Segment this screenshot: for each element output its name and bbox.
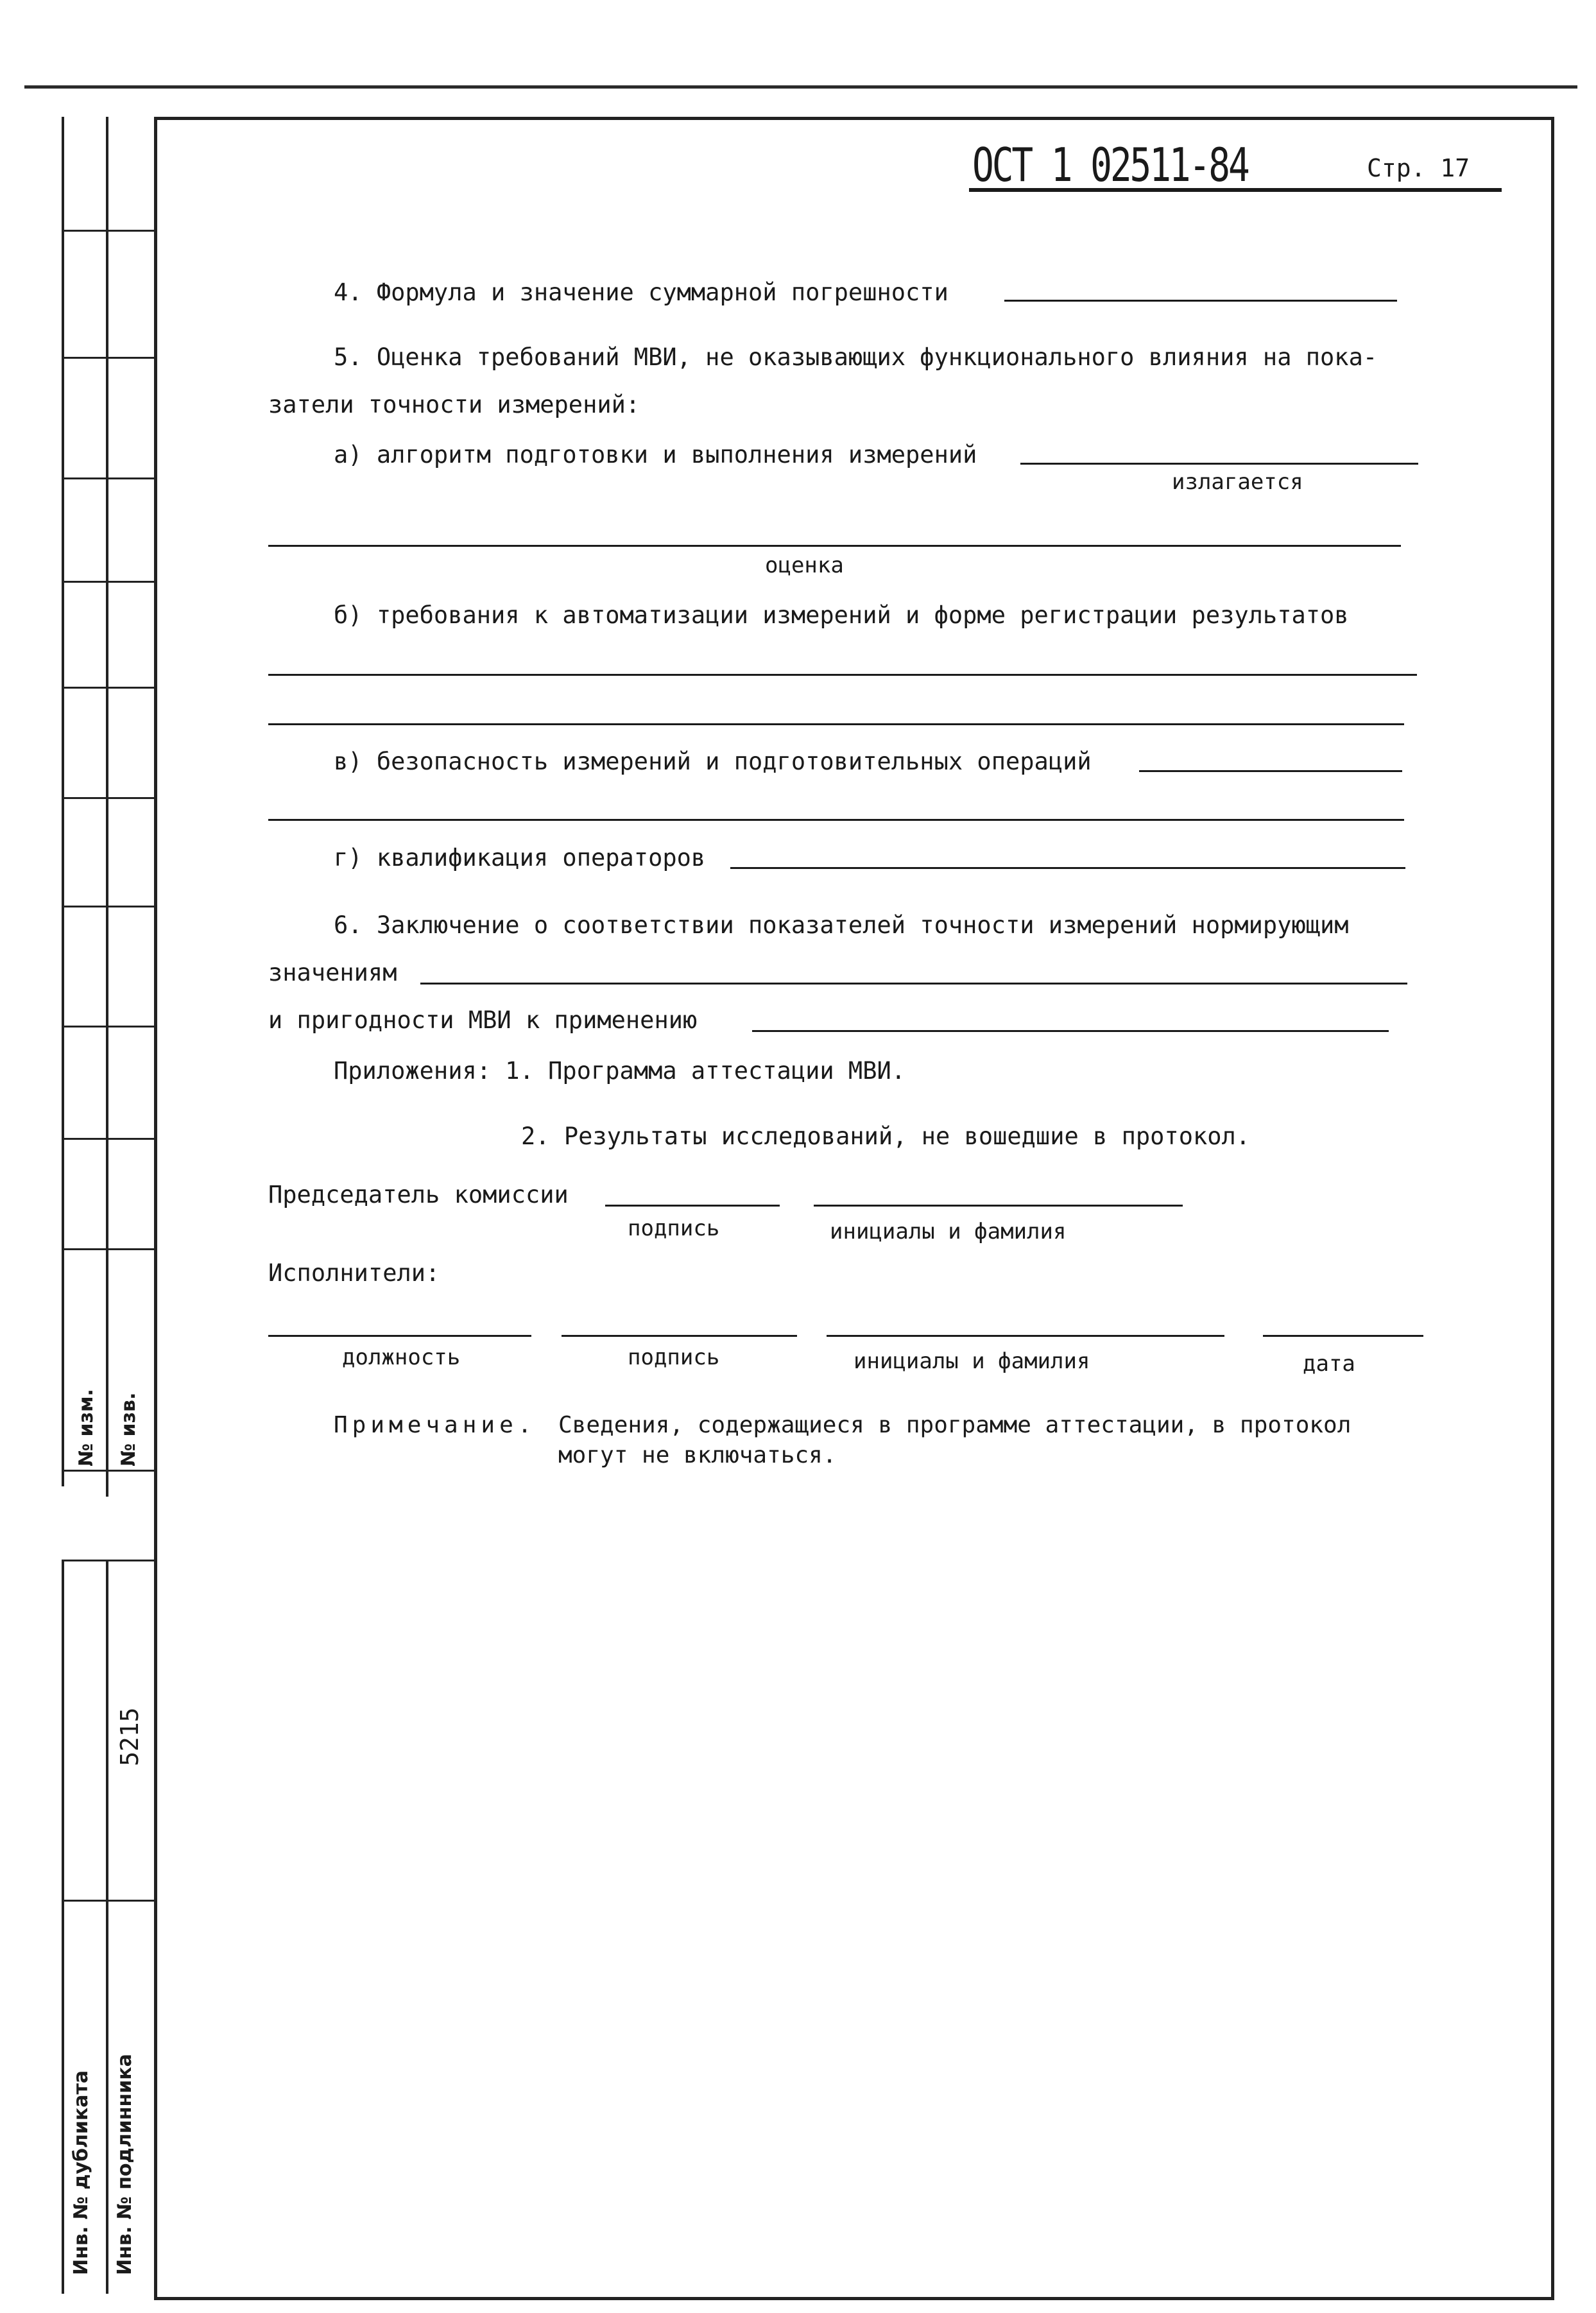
top-border-line: [24, 85, 1577, 89]
chairman-name-blank: [814, 1205, 1183, 1207]
exec-position-blank: [268, 1335, 531, 1337]
margin-dublikat: Инв. № дубликата: [70, 2070, 92, 2275]
margin-cell-line: [63, 906, 155, 907]
margin-cell-line: [63, 687, 155, 689]
item-6-blank-1: [420, 983, 1407, 985]
item-5-line-1: 5. Оценка требований МВИ, не оказывающих функционального влияния на пока-: [334, 343, 1378, 371]
item-5g-blank: [730, 867, 1405, 869]
exec-position-caption: должность: [342, 1345, 461, 1370]
item-5a-caption-otsenka: оценка: [765, 553, 844, 578]
exec-date-blank: [1263, 1335, 1423, 1337]
page-number: Стр. 17: [1367, 154, 1470, 182]
margin-col-outer: [62, 117, 64, 1486]
exec-name-blank: [827, 1335, 1224, 1337]
chairman-sign-caption: подпись: [628, 1216, 720, 1241]
item-4-blank: [1004, 300, 1397, 302]
margin-col-inner: [106, 117, 108, 1497]
margin-col-outer-lower: [62, 1560, 64, 2294]
item-5v-blank-1: [1139, 770, 1402, 772]
item-5v-blank-2: [268, 819, 1404, 821]
exec-date-caption: дата: [1303, 1351, 1355, 1377]
margin-cell-line: [63, 357, 155, 359]
exec-name-caption: инициалы и фамилия: [854, 1348, 1090, 1374]
executors-label: Исполнители:: [268, 1259, 440, 1287]
exec-sign-caption: подпись: [628, 1345, 720, 1370]
doc-code: ОСТ 1 02511-84: [972, 138, 1248, 192]
margin-cell-line: [63, 477, 155, 479]
item-5a-blank-2: [268, 545, 1401, 547]
item-5a-text: а) алгоритм подготовки и выполнения измерений: [334, 441, 977, 469]
item-5a-blank: [1020, 463, 1418, 465]
margin-inv-number: 5215: [116, 1707, 144, 1766]
margin-izv: № изв.: [117, 1392, 140, 1466]
item-5b-blank-2: [268, 723, 1404, 725]
header-underline: [969, 188, 1502, 192]
margin-cell-line: [63, 1900, 155, 1902]
item-5b-text: б) требования к автоматизации измерений и форме регистрации результатов: [334, 601, 1349, 629]
chairman-sign-blank: [605, 1205, 780, 1207]
margin-cell-line: [63, 581, 155, 583]
item-6-line-2: значениям: [268, 959, 397, 986]
item-5v-text: в) безопасность измерений и подготовительных операций: [334, 748, 1092, 775]
note-line-1: Сведения, содержащиеся в программе аттестации, в протокол: [558, 1412, 1351, 1438]
margin-col-inner-lower: [106, 1560, 108, 2294]
margin-cell-line: [63, 1470, 155, 1472]
appendix-1: Приложения: 1. Программа аттестации МВИ.: [334, 1057, 906, 1085]
item-5-line-2: затели точности измерений:: [268, 391, 640, 418]
note-line-2: могут не включаться.: [558, 1442, 837, 1468]
item-5b-blank-1: [268, 674, 1417, 676]
margin-cell-line: [63, 1026, 155, 1028]
item-6-line-1: 6. Заключение о соответствии показателей точности измерений нормирующим: [334, 911, 1349, 939]
appendix-2: 2. Результаты исследований, не вошедшие в протокол.: [521, 1122, 1251, 1150]
margin-izm: № изм.: [75, 1389, 98, 1466]
margin-cell-line: [63, 1138, 155, 1140]
item-6-blank-2: [752, 1030, 1389, 1032]
exec-sign-blank: [562, 1335, 797, 1337]
margin-cell-line: [63, 797, 155, 799]
item-6-line-3: и пригодности МВИ к применению: [268, 1006, 698, 1034]
item-4-text: 4. Формула и значение суммарной погрешности: [334, 279, 948, 306]
item-5g-text: г) квалификация операторов: [334, 844, 706, 872]
margin-cell-line: [63, 1560, 155, 1561]
margin-cell-line: [63, 1248, 155, 1250]
chairman-label: Председатель комиссии: [268, 1181, 569, 1208]
note-label: Примечание.: [334, 1412, 536, 1438]
chairman-name-caption: инициалы и фамилия: [830, 1219, 1067, 1244]
margin-cell-line: [63, 230, 155, 232]
margin-podlinnik: Инв. № подлинника: [114, 2054, 136, 2275]
item-5a-caption-izlagaetsya: излагается: [1172, 469, 1303, 495]
